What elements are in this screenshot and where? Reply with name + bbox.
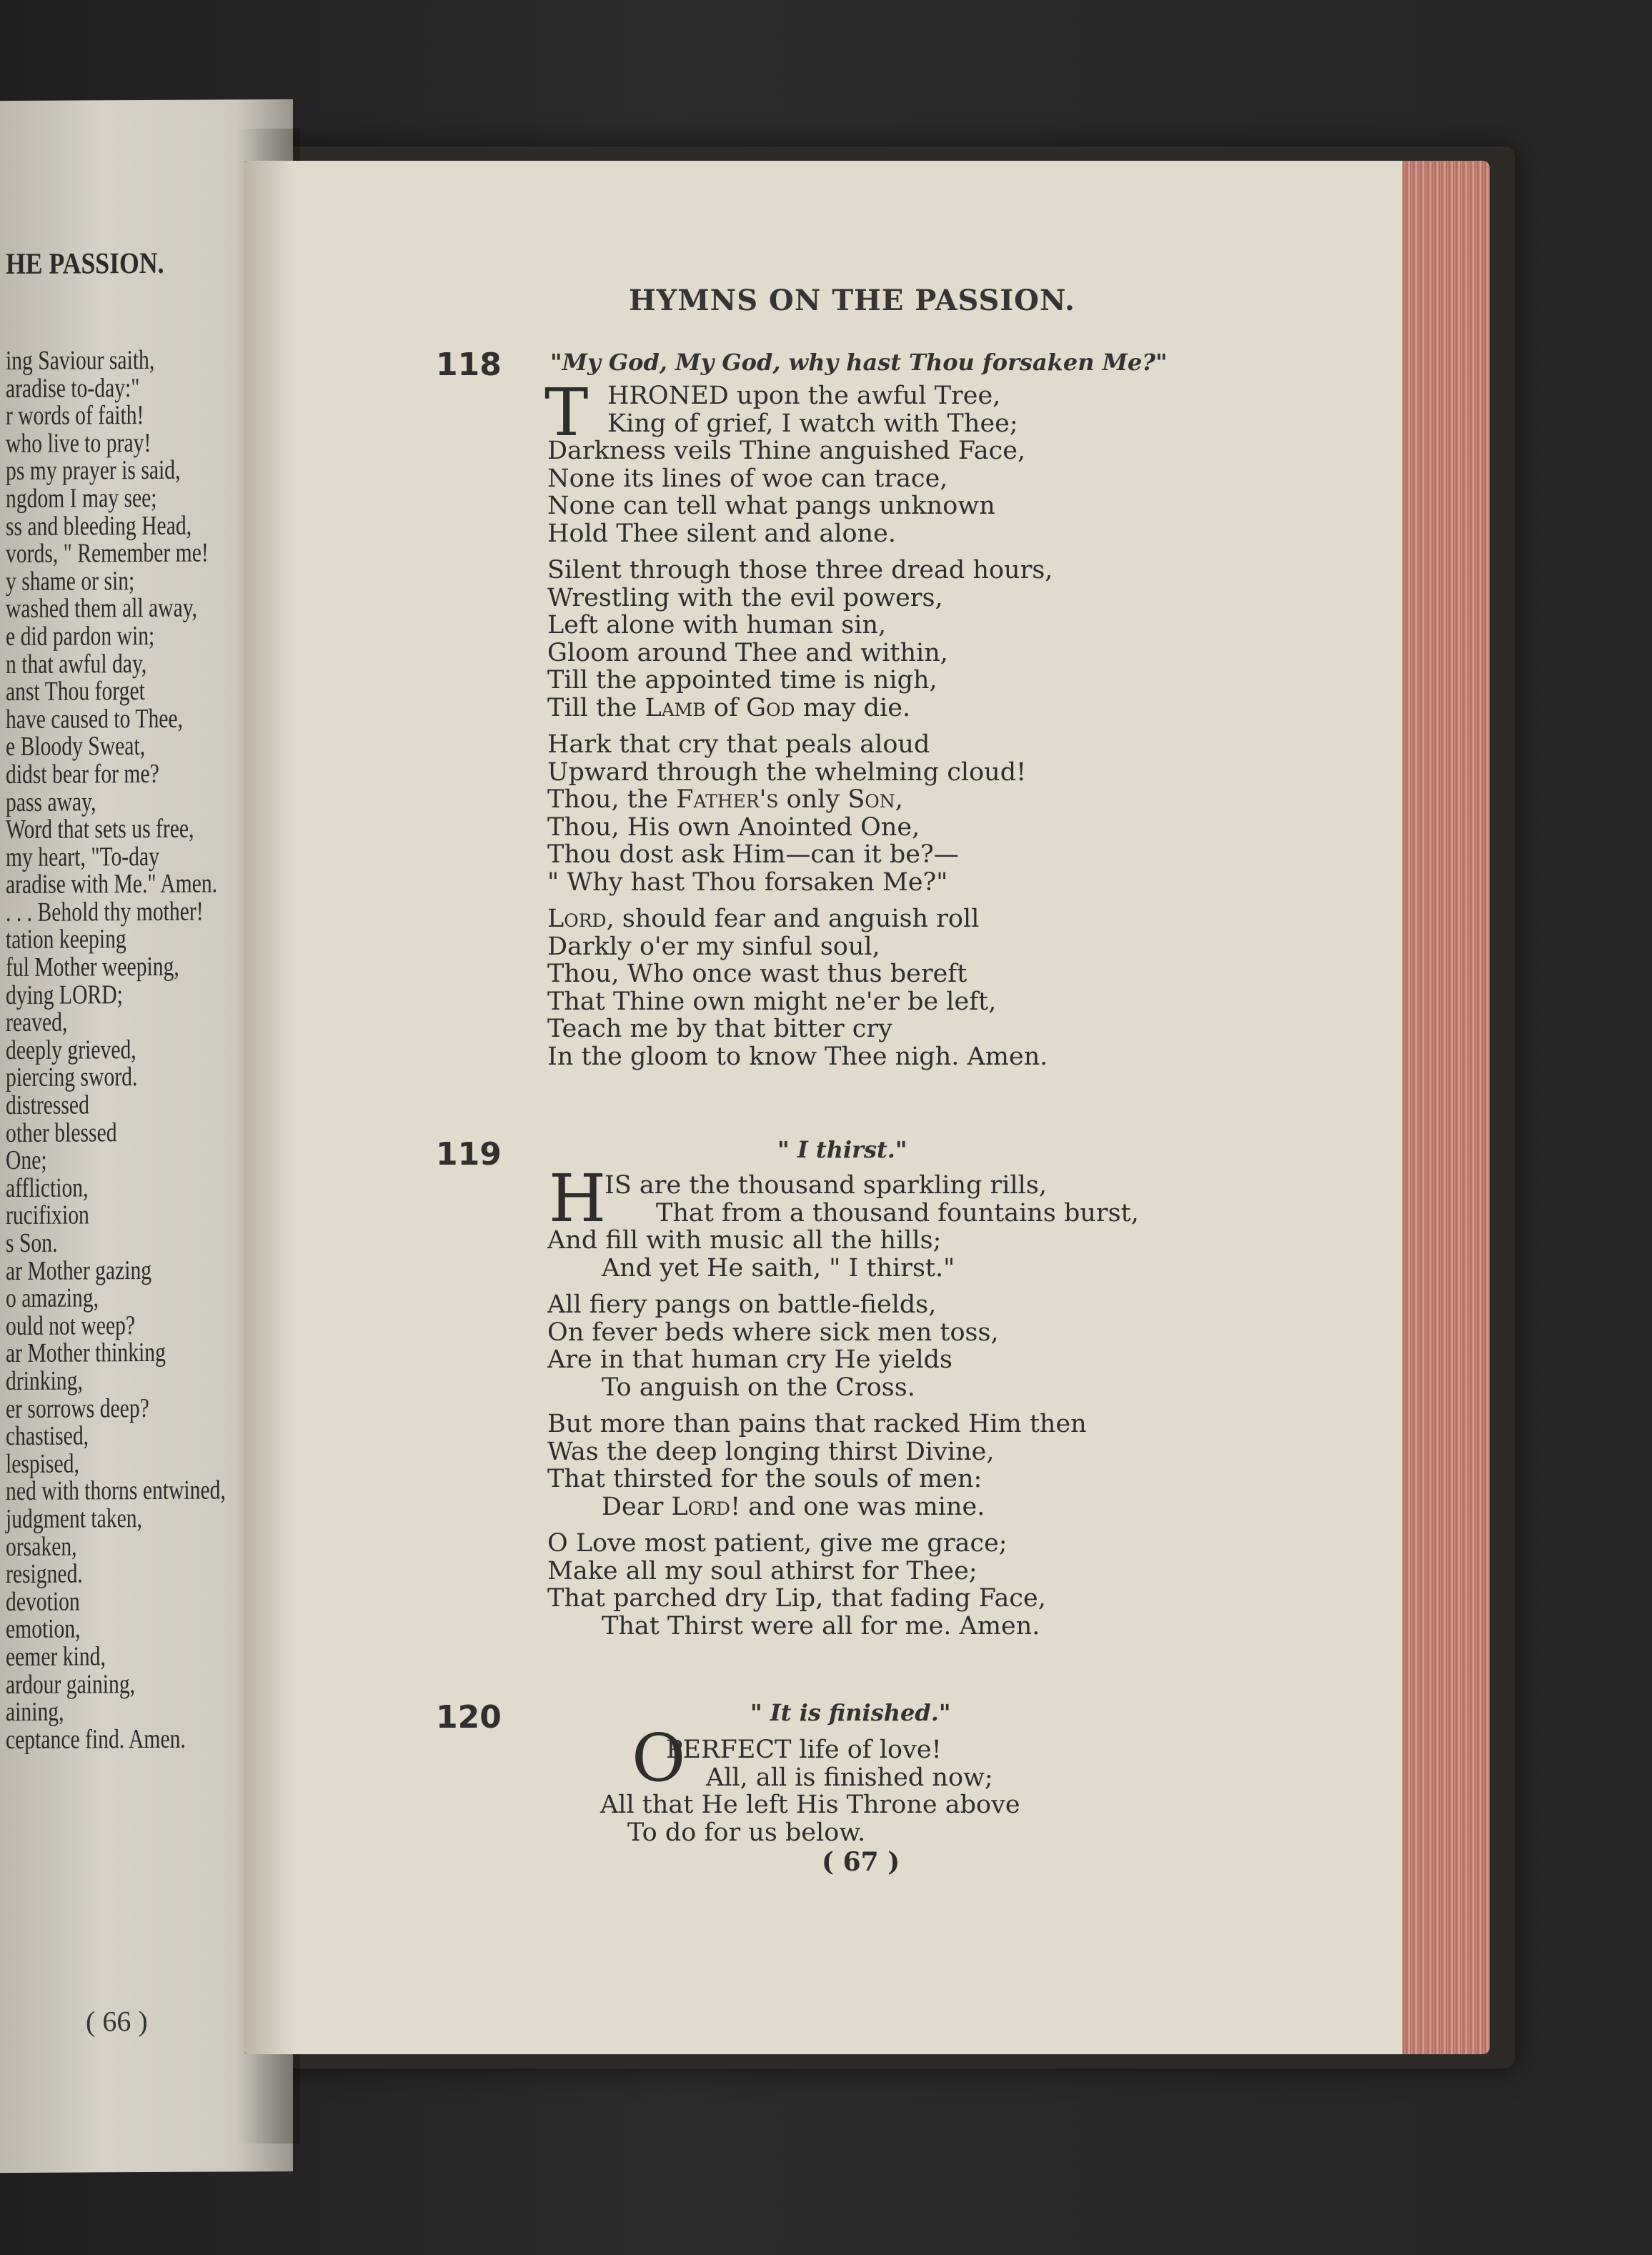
left-page-line: ngdom I may see;: [6, 482, 157, 514]
hymn-line: None can tell what pangs unknown: [547, 492, 995, 520]
hymn-line: Lord, should fear and anguish roll: [547, 905, 980, 933]
left-page-line: drinking,: [6, 1365, 83, 1397]
stanza: [547, 557, 1053, 722]
left-page-line: affliction,: [6, 1173, 89, 1203]
hymn-number-120: 120: [436, 1699, 502, 1736]
hymn-line: Gloom around Thee and within,: [547, 638, 948, 667]
hymn-line: To do for us below.: [627, 1818, 866, 1847]
hymn-line: To anguish on the Cross.: [602, 1373, 915, 1402]
left-page-line: y shame or sin;: [6, 565, 135, 597]
hymn-line: Teach me by that bitter cry: [547, 1015, 892, 1043]
left-page-line: chastised,: [6, 1420, 89, 1452]
running-head: HYMNS ON THE PASSION.: [629, 284, 1075, 317]
hymn-line: Darkly o'er my sinful soul,: [547, 932, 880, 961]
hymn-119-text: [547, 1172, 1139, 1640]
left-page-line: orsaken,: [6, 1531, 77, 1562]
stanza: [547, 1410, 1139, 1520]
left-page-line: Word that sets us free,: [6, 813, 194, 845]
hymn-line: Left alone with human sin,: [547, 611, 887, 639]
hymn-line: Wrestling with the evil powers,: [547, 583, 943, 612]
left-page-line: r words of faith!: [6, 400, 144, 432]
hymn-line: On fever beds where sick men toss,: [547, 1318, 999, 1347]
left-page-line: One;: [6, 1145, 47, 1176]
stanza: [547, 1291, 1139, 1401]
left-page-line: devotion: [6, 1586, 80, 1617]
left-page-line: n that awful day,: [6, 648, 147, 680]
left-page-line: other blessed: [6, 1117, 117, 1148]
left-page-line: ned with thorns entwined,: [6, 1475, 226, 1507]
left-page-line: ss and bleeding Head,: [6, 510, 192, 542]
hymn-line: Thou, Who once wast thus bereft: [547, 960, 967, 988]
drop-cap-118: T: [544, 374, 589, 451]
left-page-line: eemer kind,: [6, 1641, 106, 1672]
left-page-line: anst Thou forget: [6, 676, 145, 707]
left-page-line: er sorrows deep?: [6, 1393, 149, 1424]
hymn-line: And fill with music all the hills;: [547, 1226, 942, 1255]
left-page-line: who live to pray!: [6, 427, 151, 459]
hymn-line: Darkness veils Thine anguished Face,: [547, 437, 1026, 465]
left-page-line: lespised,: [6, 1448, 79, 1479]
hymn-line: None its lines of woe can trace,: [547, 464, 948, 493]
stanza: [547, 1172, 1139, 1282]
hymn-line: IS are the thousand sparkling rills,: [604, 1171, 1047, 1200]
hymn-line: But more than pains that racked Him then: [547, 1410, 1087, 1438]
hymn-line: Till the Lamb of God may die.: [547, 693, 911, 722]
page-number: ( 67 ): [822, 1847, 900, 1877]
left-page-line: ceptance find. Amen.: [6, 1723, 186, 1755]
hymn-120-text: [600, 1736, 1020, 1846]
left-page-line: didst bear for me?: [6, 758, 159, 790]
left-page-line: ps my prayer is said,: [6, 455, 181, 487]
hymn-line: That from a thousand fountains burst,: [656, 1198, 1139, 1228]
left-page-line: tation keeping: [6, 924, 126, 955]
stanza: [547, 731, 1053, 896]
left-page-line: washed them all away,: [6, 592, 198, 624]
page-fore-edge: [1397, 161, 1490, 2054]
hymn-number-118: 118: [436, 347, 502, 383]
left-page-line: piercing sword.: [6, 1062, 138, 1093]
hymn-line: Hark that cry that peals aloud: [547, 730, 930, 759]
hymn-line: " Why hast Thou forsaken Me?": [547, 867, 948, 897]
left-page-line: rucifixion: [6, 1200, 89, 1231]
left-page-line: aradise to-day:": [6, 372, 140, 404]
hymn-number-119: 119: [436, 1136, 502, 1173]
hymn-line: Are in that human cry He yields: [547, 1345, 953, 1374]
left-page-text: [6, 346, 229, 1753]
left-page-line: s Son.: [6, 1228, 58, 1259]
hymn-line: All that He left His Throne above: [600, 1791, 1020, 1819]
hymn-line: That parched dry Lip, that fading Face,: [547, 1584, 1046, 1613]
drop-cap-120: O: [632, 1720, 686, 1796]
stanza: [547, 905, 1053, 1070]
left-page-line: deeply grieved,: [6, 1034, 136, 1065]
hymn-line: Make all my soul athirst for Thee;: [547, 1556, 977, 1586]
right-page-gutter-shade: [244, 161, 294, 2054]
left-page-line: vords, " Remember me!: [6, 537, 209, 569]
hymn-line: Thou, His own Anointed One,: [547, 812, 920, 842]
stanza: [547, 1530, 1139, 1640]
left-page-line: dying LORD;: [6, 979, 123, 1010]
hymn-line: All fiery pangs on battle-fields,: [547, 1290, 937, 1319]
left-page-line: o amazing,: [6, 1283, 99, 1314]
hymn-line: Was the deep longing thirst Divine,: [547, 1437, 995, 1466]
hymn-line: HRONED upon the awful Tree,: [607, 382, 1001, 410]
left-page-line: ar Mother gazing: [6, 1255, 152, 1286]
hymn-line: In the gloom to know Thee nigh. Amen.: [547, 1042, 1048, 1071]
left-page-line: ould not weep?: [6, 1310, 136, 1341]
hymn-title-120: " It is finished.": [750, 1699, 951, 1726]
hymn-line: Dear Lord! and one was mine.: [602, 1492, 985, 1521]
hymn-title-118: "My God, My God, why hast Thou forsaken Me?": [550, 349, 1168, 376]
left-page-line: e Bloody Sweat,: [6, 731, 146, 762]
left-page-line: ing Saviour saith,: [6, 344, 155, 377]
left-page-line: have caused to Thee,: [6, 703, 183, 735]
hymn-line: That thirsted for the souls of men:: [547, 1465, 982, 1493]
left-page-line: ful Mother weeping,: [6, 951, 179, 983]
hymn-line: Till the appointed time is nigh,: [547, 666, 937, 695]
stanza: [600, 1736, 1020, 1846]
left-page-line: . . . Behold thy mother!: [6, 896, 204, 927]
hymn-line: O Love most patient, give me grace;: [547, 1529, 1007, 1558]
left-page-line: reaved,: [6, 1007, 68, 1038]
hymn-line: PERFECT life of love!: [666, 1736, 942, 1764]
left-page-line: judgment taken,: [6, 1503, 142, 1534]
left-page-number: ( 66 ): [86, 2004, 148, 2038]
stanza: [547, 382, 1053, 547]
hymn-line: Hold Thee silent and alone.: [547, 519, 897, 548]
left-page-line: distressed: [6, 1090, 89, 1121]
hymn-line: That Thine own might ne'er be left,: [547, 987, 997, 1016]
left-page-line: aradise with Me." Amen.: [6, 868, 218, 900]
hymn-line: All, all is finished now;: [706, 1763, 993, 1792]
left-page-line: ar Mother thinking: [6, 1338, 166, 1369]
hymn-title-119: " I thirst.": [777, 1136, 907, 1163]
hymn-line: Thou, the Father's only Son,: [547, 785, 903, 814]
left-page-line: resigned.: [6, 1558, 83, 1590]
left-page-line: aining,: [6, 1696, 64, 1728]
left-running-head: HE PASSION.: [6, 247, 164, 282]
hymn-line: And yet He saith, " I thirst.": [602, 1253, 955, 1283]
left-page-line: e did pardon win;: [6, 620, 155, 652]
hymn-line: That Thirst were all for me. Amen.: [602, 1611, 1040, 1641]
hymn-line: Upward through the whelming cloud!: [547, 757, 1027, 787]
left-page-line: ardour gaining,: [6, 1668, 136, 1700]
hymn-118-text: [547, 382, 1053, 1070]
drop-cap-119: H: [549, 1160, 607, 1237]
left-page-line: pass away,: [6, 786, 96, 817]
left-page-line: my heart, "To-day: [6, 841, 159, 872]
hymn-line: King of grief, I watch with Thee;: [607, 409, 1018, 438]
left-page-line: emotion,: [6, 1613, 81, 1645]
hymn-line: Silent through those three dread hours,: [547, 556, 1053, 584]
hymn-line: Thou dost ask Him—can it be?—: [547, 840, 959, 869]
